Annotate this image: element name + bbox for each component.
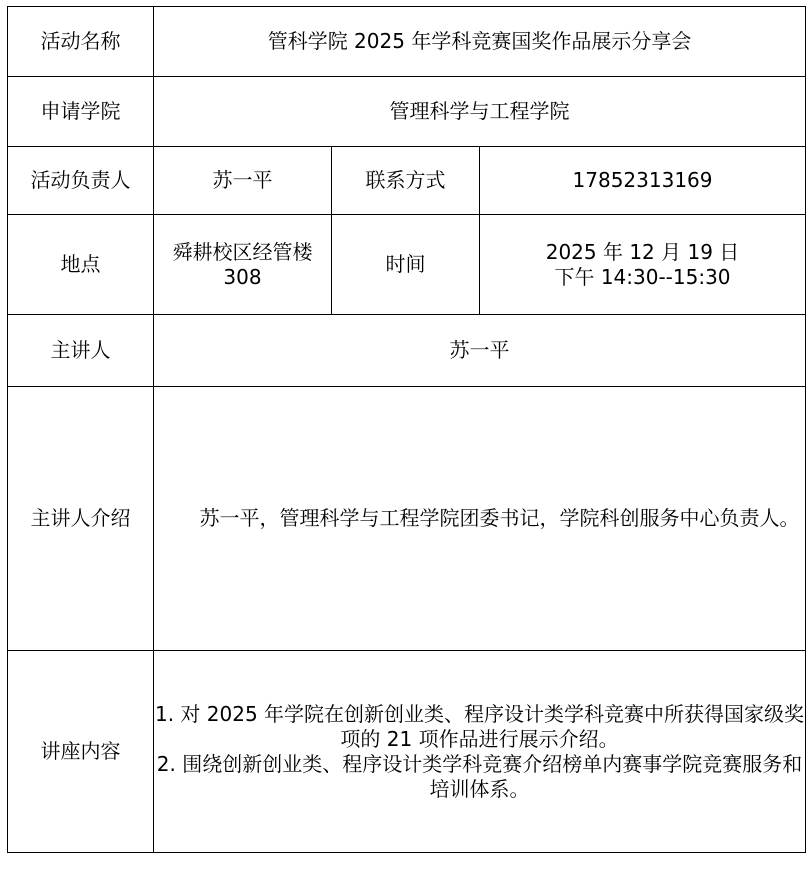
row-content: [8, 651, 806, 853]
activity-form-table: [7, 6, 806, 853]
time-label: 时间: [332, 215, 480, 315]
time-value: [480, 215, 806, 315]
contact-label: 联系方式: [332, 147, 480, 215]
place-value: [154, 215, 332, 315]
speaker-label: 主讲人: [8, 315, 154, 387]
place-line-2: 308: [223, 264, 262, 289]
content-label: 讲座内容: [8, 651, 154, 853]
time-line-1: 2025 年 12 月 19 日: [545, 239, 740, 264]
activity-name-value: 管科学院 2025 年学科竞赛国奖作品展示分享会: [154, 7, 806, 77]
row-college: [8, 77, 806, 147]
college-value: 管理科学与工程学院: [154, 77, 806, 147]
contact-value: 17852313169: [480, 147, 806, 215]
row-activity-name: [8, 7, 806, 77]
place-label: 地点: [8, 215, 154, 315]
speaker-intro-label: 主讲人介绍: [8, 387, 154, 651]
row-leader: [8, 147, 806, 215]
activity-name-label: 活动名称: [8, 7, 154, 77]
time-line-2: 下午 14:30--15:30: [554, 264, 731, 289]
speaker-value: 苏一平: [154, 315, 806, 387]
row-speaker-intro: [8, 387, 806, 651]
content-cell: [154, 651, 806, 853]
speaker-intro-cell: [154, 387, 806, 651]
row-place-time: [8, 215, 806, 315]
row-speaker: [8, 315, 806, 387]
leader-label: 活动负责人: [8, 147, 154, 215]
leader-value: 苏一平: [154, 147, 332, 215]
place-line-1: 舜耕校区经管楼: [172, 239, 313, 264]
content-item-2: 2. 围绕创新创业类、程序设计类学科竞赛介绍榜单内赛事学院竞赛服务和培训体系。: [156, 751, 803, 801]
college-label: 申请学院: [8, 77, 154, 147]
content-item-1: 1. 对 2025 年学院在创新创业类、程序设计类学科竞赛中所获得国家级奖项的 21 项作品进行展示介绍。: [154, 701, 805, 751]
speaker-intro-text: 苏一平，管理科学与工程学院团委书记，学院科创服务中心负责人。: [199, 506, 800, 530]
